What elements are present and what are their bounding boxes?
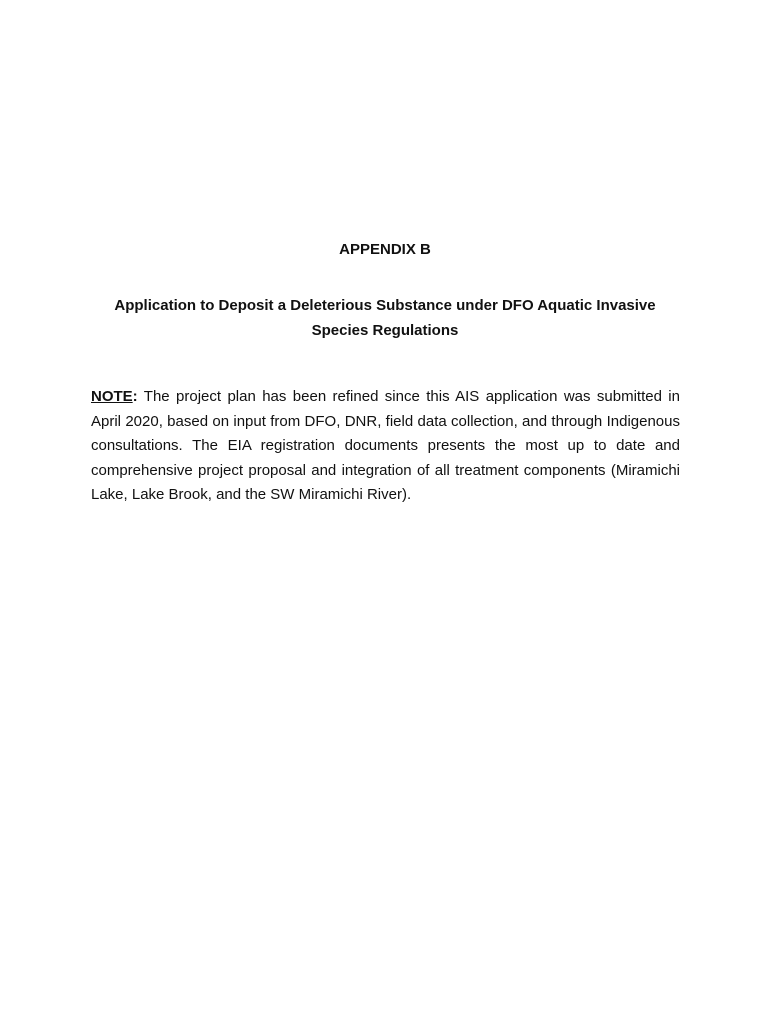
note-colon: : bbox=[132, 388, 138, 405]
appendix-heading: APPENDIX B bbox=[339, 241, 431, 258]
note-label: NOTE bbox=[91, 388, 133, 405]
note-paragraph bbox=[91, 385, 680, 508]
note-text: The project plan has been refined since this AIS application was submitted in April 2020, based on input from DFO, DNR, field data collection, and through Indigenous consultations. The EIA registration documents presents the most up to date and comprehensive project proposal and integration of all treatment components (Miramichi Lake, Lake Brook, and the SW Miramichi River). bbox=[91, 388, 680, 503]
document-title: Application to Deposit a Deleterious Substance under DFO Aquatic Invasive Species Regulations bbox=[114, 297, 656, 339]
